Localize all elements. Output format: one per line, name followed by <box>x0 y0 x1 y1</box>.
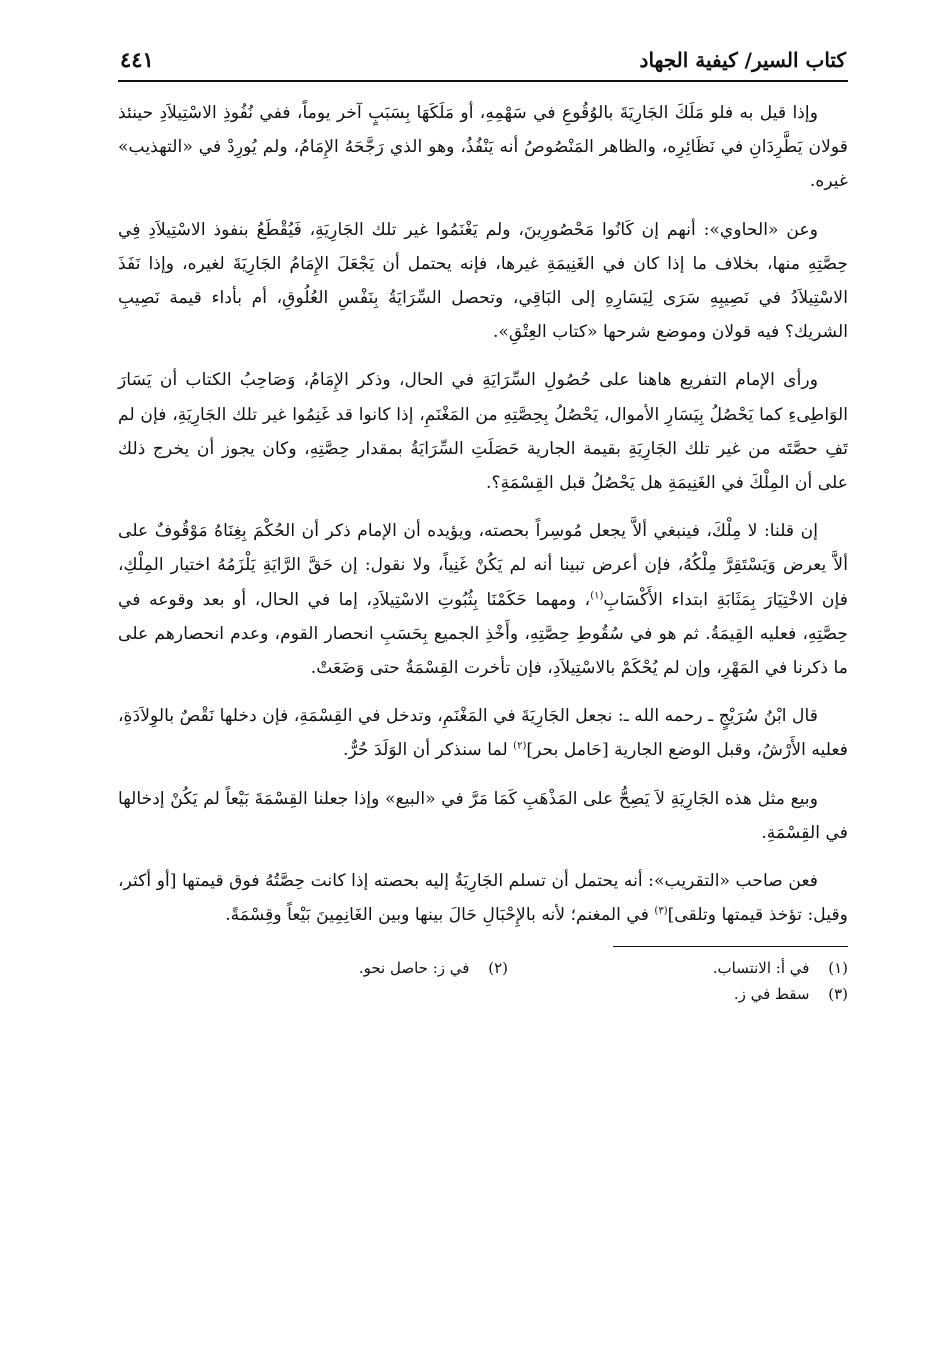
book-page <box>118 44 848 1007</box>
footnote-1 <box>508 955 848 981</box>
paragraph-7 <box>118 864 848 932</box>
footnote-3-number: (٣) <box>828 985 848 1004</box>
paragraph-7-part-1: فعن صاحب «التقريب»: أنه يحتمل أن تسلم الجَارِيَةُ إليه بحصته إذا كانت حِصَّتُهُ فوق قيمتها [أو أكثر، وقيل: تؤخذ قيمتها وتلقى] <box>118 871 848 926</box>
footnote-2 <box>168 955 508 981</box>
paragraph-6: وبيع مثل هذه الجَارِيَةِ لاَ يَصِحُّ على المَذْهَبِ كَمَا مَرَّ في «البيع» وإذا جعلنا القِسْمَةَ بَيْعاً لم يَكُنْ إدخالها في القِسْمَةِ. <box>118 788 848 843</box>
paragraph-5-part-2: لما سنذكر أن الوَلَدَ حُرٌّ. <box>343 740 514 761</box>
running-title: كتاب السير/ كيفية الجهاد <box>639 48 846 72</box>
running-head <box>118 44 848 82</box>
footnotes-row-2 <box>118 981 848 1007</box>
paragraph-5 <box>118 699 848 767</box>
footnote-3-text: سقط في ز. <box>733 985 810 1004</box>
paragraph-7-part-2: في المغنم؛ لأنه بالإِحْبَالِ حَالَ بينها وبين الغَانِمِينَ بَيْعاً وقِسْمَةً. <box>225 905 655 926</box>
footnote-marker-1: (١) <box>590 589 604 601</box>
footnotes <box>118 955 848 1007</box>
footnote-separator <box>613 946 848 947</box>
footnote-2-number: (٢) <box>488 959 508 978</box>
paragraph-2: وعن «الحاوي»: أنهم إن كَانُوا مَحْصُورِينَ، ولم يَغْنَمُوا غير تلك الجَارِيَةِ، فَيُقْطَعُ بنفوذ الاسْتِيلاَدِ فِي حِصَّتِهِ منها، بخلاف ما إذا كان في الغَنِيمَةِ غيرها، فإنه يحتمل أن يَجْعَلَ الإِمَامُ الجَارِيَةَ لغيره، وإذا نَفَذَ الاسْتِيلاَدُ في نَصِيبِهِ سَرَى لِيَسَارِهِ إلى البَاقِي، وتحصل السِّرَايَةُ بِنَفْسِ العُلُوقِ، أم بأداء قيمة نَصِيبِ الشريك؟ فيه قولان وموضع شرحها «كتاب العِتْقِ». <box>118 219 848 343</box>
footnote-1-text: في أ: الانتساب. <box>712 959 810 978</box>
footnote-marker-2: (٢) <box>513 740 527 752</box>
paragraph-1: وإذا قيل به فلو مَلَكَ الجَارِيَةَ بالوُقُوعِ في سَهْمِهِ، أو مَلَكَهَا بِسَبَبٍ آخر يوماً، ففي نُفُوذِ الاسْتِيلاَدِ حينئذ قولان يَطَّرِدَانِ في نَظَائِرِه، والظاهر المَنْصُوصُ أنه يَنْفُذُ، وهو الذي رَجَّحَهُ الإِمَامُ، ولم يُورِدْ في «التهذيب» غيره. <box>118 103 848 192</box>
paragraph-3: ورأى الإمام التفريع هاهنا على حُصُولِ السِّرَايَةِ في الحال، وذكر الإِمَامُ، وَصَاحِبُ الكتاب أن يَسَارَ الوَاطِىءِ كما يَحْصُلُ بِيَسَارِ الأموال، يَحْصُلُ بِحِصَّتِهِ من المَغْنَمِ، إذا كانوا قد غَنِمُوا غير تلك الجَارِيَةِ، فإن لم تَفِ حصَّتَه من غير تلك الجَارِيَةِ بقيمة الجارية حَصَلَتِ السِّرَايَةُ بمقدار حِصَّتِهِ، وكان يجوز أن يخرج ذلك على أن المِلْكَ في الغَنِيمَةِ هل يَحْصُلُ قبل القِسْمَةِ؟. <box>118 370 848 494</box>
paragraph-5-part-1: قال ابْنُ سُرَيْجٍ ـ رحمه الله ـ: نجعل الجَارِيَةَ في المَغْنَمِ، وتدخل في القِسْمَةِ، فإن دخلها نَقْصٌ بالوِلاَدَةِ، فعليه الأَرْشُ، وقبل الوضع الجارية [حَامل بحر] <box>118 706 848 761</box>
paragraph-4-part-1: إن قلنا: لا مِلْكَ، فينبغي ألاَّ يجعل مُوسِراً بحصته، ويؤيده أن الإمام ذكر أن الحُكْمَ بِغِنَاهُ مَوْقُوفٌ على ألاَّ يعرض وَيَسْتَقِرَّ مِلْكُهُ، فإن أعرض تبينا أنه لم يَكُنْ غَنِياً، ولا نقول: إن حَقَّ الرَّايَةِ يَلْزَمُهُ اختيار المِلْكِ، فإن الاخْتِيَارَ بِمَثَابَةِ ابتداء الأَكْسَابِ <box>118 521 848 610</box>
paragraph-4 <box>118 514 848 685</box>
footnote-2-text: في ز: حاصل نحو. <box>358 959 470 978</box>
body-text <box>118 96 848 932</box>
footnote-1-number: (١) <box>828 959 848 978</box>
footnote-marker-3: (٣) <box>654 905 668 917</box>
footnote-3 <box>508 981 848 1007</box>
footnotes-row-1 <box>118 955 848 981</box>
page-number: ٤٤١ <box>120 47 154 72</box>
paragraph-4-part-2: ، ومهما حَكَمْنَا بِثُبُوتِ الاسْتِيلاَدِ، إما في الحال، أو بعد وقوعه في حِصَّتِهِ، فعليه القِيمَةُ. ثم هو في سُقُوطِ حِصَّتِهِ، وأَخْذِ الجميع بِحَسَبِ انحصار القوم، وعدم انحصارهم على ما ذكرنا في المَهْرِ، وإن لم يُحْكَمْ بالاسْتِيلاَدِ، فإن تأخرت القِسْمَةُ حتى وَضَعَتْ. <box>118 589 848 679</box>
